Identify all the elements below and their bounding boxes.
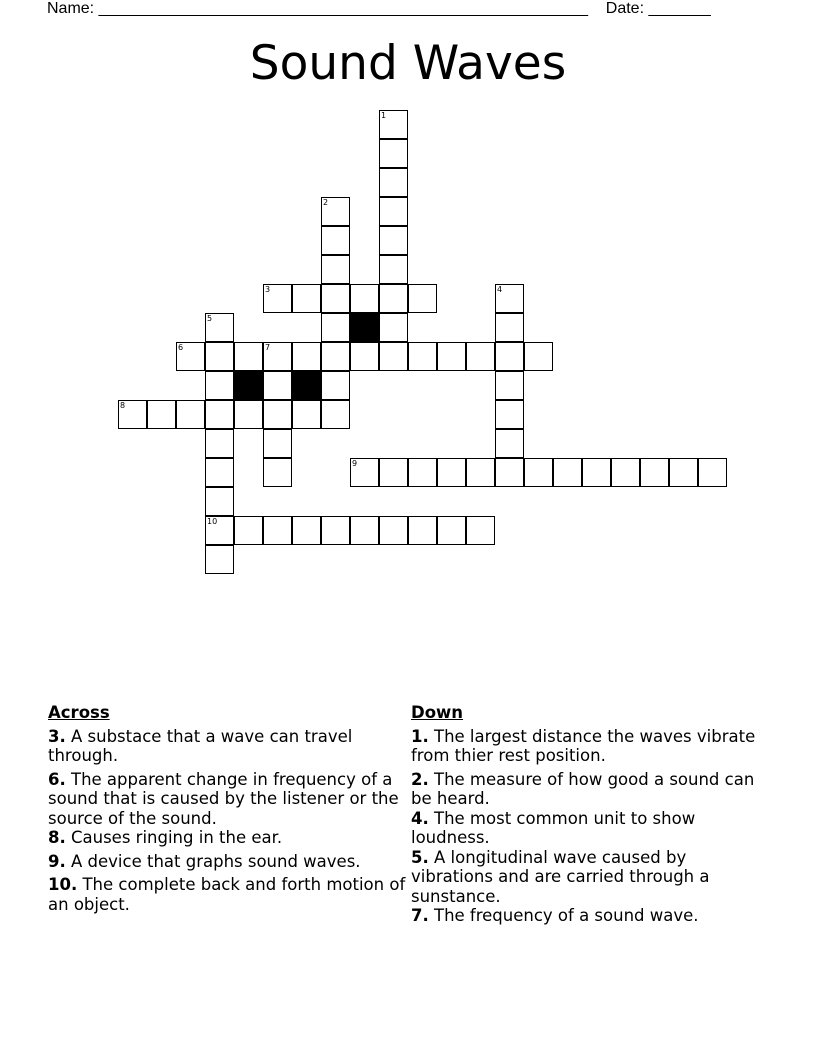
clue-text: The measure of how good a sound can be heard. [411,769,755,808]
grid-cell[interactable] [176,400,205,429]
grid-cell[interactable] [205,429,234,458]
grid-cell[interactable] [640,458,669,487]
clue-number: 8. [48,828,66,847]
clue-number: 6. [48,769,66,789]
cell-number: 1 [381,111,387,120]
grid-cell[interactable] [350,342,379,371]
grid-cell[interactable] [524,458,553,487]
grid-cell[interactable] [495,429,524,458]
clue-text: A substace that a wave can travel through. [48,726,353,765]
clue-number: 9. [48,851,66,871]
clue-number: 4. [411,808,429,828]
grid-cell[interactable] [263,400,292,429]
black-square [292,371,321,400]
grid-cell[interactable] [379,313,408,342]
grid-cell[interactable] [379,197,408,226]
grid-cell[interactable] [379,255,408,284]
grid-cell[interactable] [698,458,727,487]
grid-cell[interactable] [321,255,350,284]
grid-cell[interactable] [437,516,466,545]
clue-text: The most common unit to show loudness. [411,808,696,847]
black-square [234,371,263,400]
grid-cell[interactable] [321,371,350,400]
grid-cell[interactable] [321,342,350,371]
clue-number: 2. [411,769,429,789]
grid-cell[interactable] [263,342,292,371]
grid-cell[interactable] [321,516,350,545]
grid-cell[interactable] [466,516,495,545]
grid-cell[interactable] [205,371,234,400]
grid-cell[interactable] [495,400,524,429]
cell-number: 4 [497,285,503,294]
grid-cell[interactable] [408,342,437,371]
name-date-line: Name: _______________________________________________________ Date: _______ [47,0,711,17]
grid-cell[interactable] [321,197,350,226]
grid-cell[interactable] [379,284,408,313]
grid-cell[interactable] [205,487,234,516]
clue-across-9 [48,852,413,872]
grid-cell[interactable] [234,400,263,429]
grid-cell[interactable] [263,516,292,545]
grid-cell[interactable] [437,342,466,371]
grid-cell[interactable] [205,516,234,545]
grid-cell[interactable] [408,458,437,487]
grid-cell[interactable] [205,458,234,487]
cell-number: 3 [265,285,271,294]
grid-cell[interactable] [379,342,408,371]
grid-cell[interactable] [495,313,524,342]
grid-cell[interactable] [466,458,495,487]
clue-down-5 [411,848,766,907]
grid-cell[interactable] [350,284,379,313]
grid-cell[interactable] [321,400,350,429]
grid-cell[interactable] [176,342,205,371]
grid-cell[interactable] [379,226,408,255]
clue-across-10 [48,875,413,914]
clue-text: A longitudinal wave caused by vibrations and are carried through a sunstance. [411,847,710,906]
grid-cell[interactable] [350,516,379,545]
grid-cell[interactable] [495,458,524,487]
grid-cell[interactable] [379,110,408,139]
clue-across-6 [48,770,413,829]
grid-cell[interactable] [234,342,263,371]
grid-cell[interactable] [582,458,611,487]
grid-cell[interactable] [524,342,553,371]
clue-down-7 [411,906,766,926]
black-square [350,313,379,342]
page-title: Sound Waves [249,36,567,91]
grid-cell[interactable] [669,458,698,487]
clue-number: 3. [48,726,66,746]
clue-number: 1. [411,726,429,746]
grid-cell[interactable] [205,313,234,342]
clue-text: Causes ringing in the ear. [65,828,283,847]
grid-cell[interactable] [263,429,292,458]
cell-number: 10 [207,517,218,526]
clue-down-4 [411,809,766,848]
clue-down-1 [411,727,766,766]
grid-cell[interactable] [147,400,176,429]
grid-cell[interactable] [495,342,524,371]
cell-number: 9 [352,459,358,468]
grid-cell[interactable] [495,284,524,313]
cell-number: 8 [120,401,126,410]
grid-cell[interactable] [263,371,292,400]
clue-text: The complete back and forth motion of an object. [48,875,406,914]
grid-cell[interactable] [379,168,408,197]
clue-number: 10. [48,875,78,894]
clue-text: The largest distance the waves vibrate from thier rest position. [411,726,756,765]
grid-cell[interactable] [611,458,640,487]
grid-cell[interactable] [379,139,408,168]
clue-text: The apparent change in frequency of a sound that is caused by the listener or the source of the sound. [48,769,399,828]
cell-number: 6 [178,343,184,352]
clue-text: A device that graphs sound waves. [65,851,361,871]
grid-cell[interactable] [321,313,350,342]
grid-cell[interactable] [118,400,147,429]
grid-cell[interactable] [205,400,234,429]
grid-cell[interactable] [292,284,321,313]
grid-cell[interactable] [379,516,408,545]
grid-cell[interactable] [495,371,524,400]
across-heading: Across [48,703,110,722]
grid-cell[interactable] [263,284,292,313]
cell-number: 2 [323,198,329,207]
clue-number: 5. [411,847,429,867]
clue-across-8 [48,828,413,848]
grid-cell[interactable] [292,516,321,545]
grid-cell[interactable] [234,516,263,545]
grid-cell[interactable] [263,458,292,487]
grid-cell[interactable] [321,284,350,313]
down-heading: Down [411,703,464,722]
grid-cell[interactable] [292,400,321,429]
grid-cell[interactable] [466,342,495,371]
clue-down-2 [411,770,766,809]
clue-text: The frequency of a sound wave. [428,906,699,925]
grid-cell[interactable] [379,458,408,487]
clue-across-3 [48,727,413,766]
grid-cell[interactable] [408,284,437,313]
cell-number: 5 [207,314,213,323]
grid-cell[interactable] [350,458,379,487]
clue-number: 7. [411,906,429,925]
grid-cell[interactable] [205,545,234,574]
grid-cell[interactable] [437,458,466,487]
across-clues [48,703,413,918]
cell-number: 7 [265,343,271,352]
grid-cell[interactable] [408,516,437,545]
grid-cell[interactable] [321,226,350,255]
grid-cell[interactable] [292,342,321,371]
grid-cell[interactable] [205,342,234,371]
down-clues [411,703,766,930]
grid-cell[interactable] [553,458,582,487]
